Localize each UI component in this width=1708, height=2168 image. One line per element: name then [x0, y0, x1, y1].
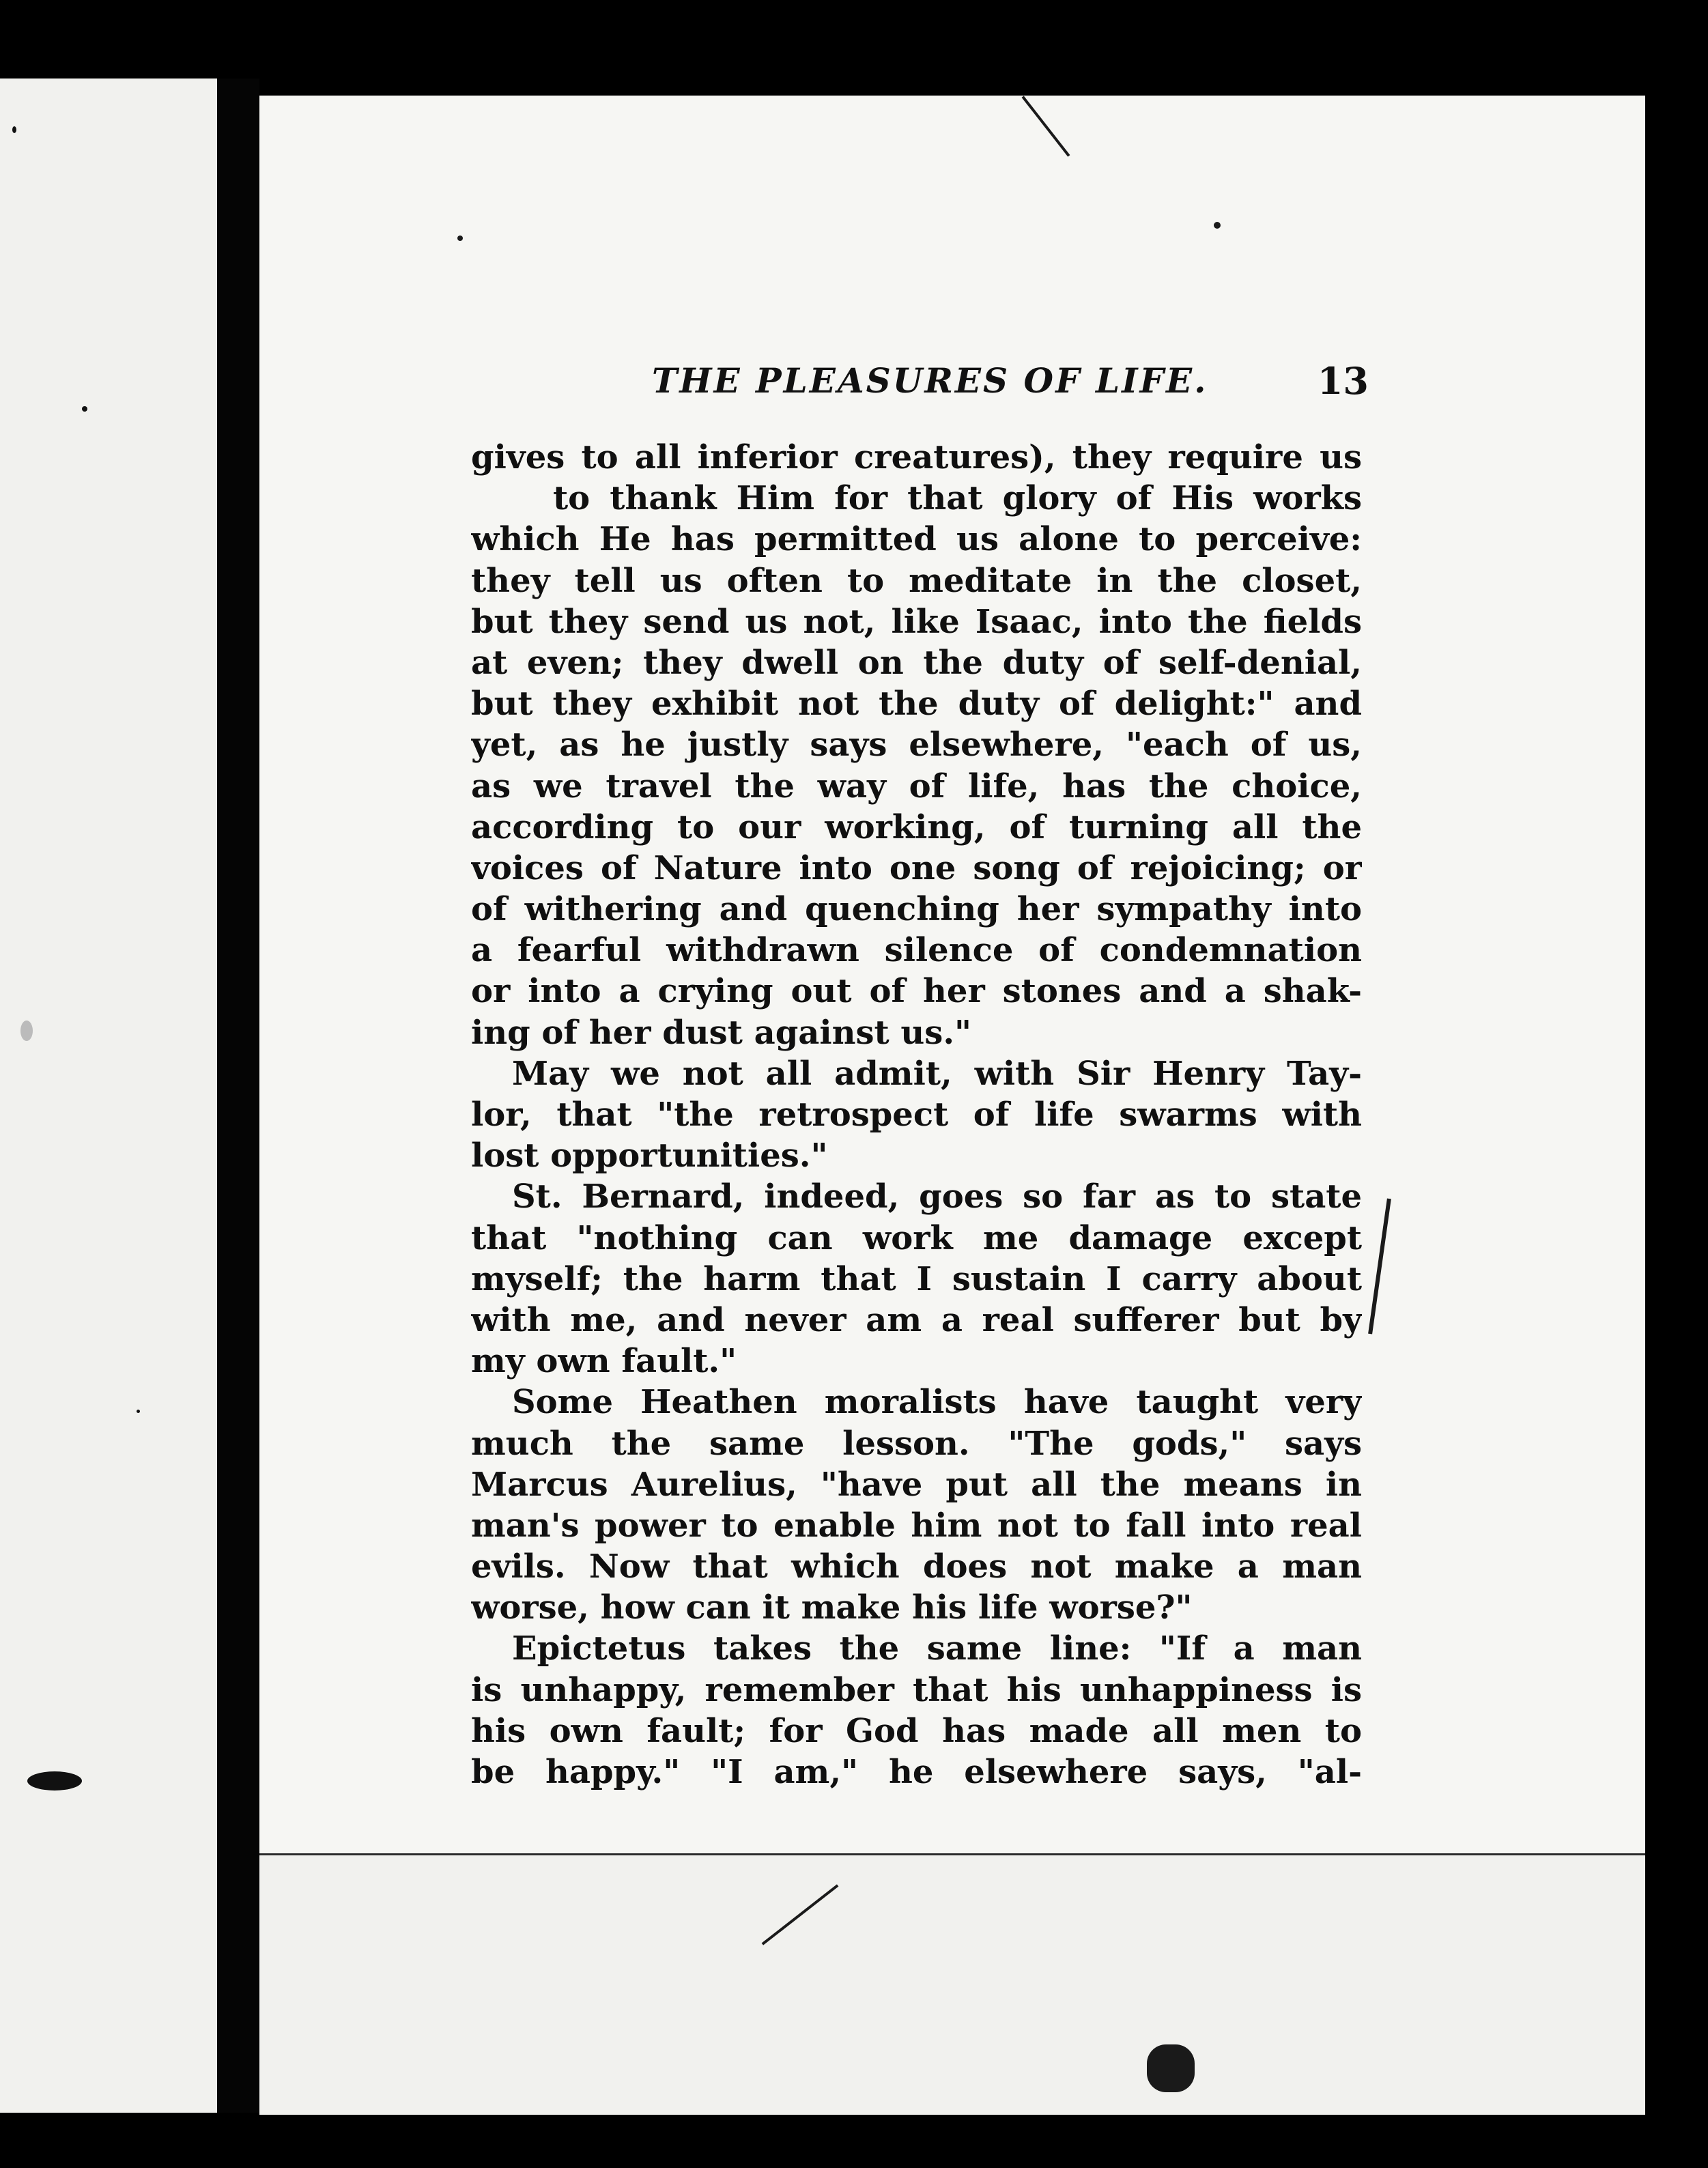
text-line: yet, as he justly says elsewhere, "each of us,: [471, 726, 1362, 765]
page-lower-margin: [259, 1853, 1645, 2115]
running-head: [652, 355, 1369, 410]
page-gutter: [217, 79, 259, 2113]
text-line: Marcus Aurelius, "have put all the means in: [471, 1465, 1362, 1504]
text-line: myself; the harm that I sustain I carry about: [471, 1259, 1362, 1298]
text-line: gives to all inferior creatures), they require us: [471, 438, 1362, 476]
text-line: my own fault.": [471, 1342, 737, 1381]
text-line: but they send us not, like Isaac, into the fields: [471, 602, 1362, 641]
text-line: be happy." "I am," he elsewhere says, "al-: [471, 1753, 1362, 1791]
text-line: St. Bernard, indeed, goes so far as to state: [512, 1178, 1362, 1216]
ink-blot: [27, 1771, 82, 1791]
ink-speck: [1214, 222, 1221, 229]
text-line: to thank Him for that glory of His works: [553, 479, 1362, 518]
text-line: lor, that "the retrospect of life swarms with: [471, 1096, 1362, 1134]
text-line: May we not all admit, with Sir Henry Tay-: [512, 1054, 1362, 1093]
text-line: as we travel the way of life, has the choice,: [471, 767, 1362, 805]
text-line: which He has permitted us alone to perceive:: [471, 520, 1362, 559]
text-line: with me, and never am a real sufferer but by: [471, 1300, 1362, 1339]
scan-border: [1645, 102, 1708, 2113]
text-line: a fearful withdrawn silence of condemnation: [471, 931, 1362, 970]
text-line: Some Heathen moralists have taught very: [512, 1383, 1362, 1422]
running-title: THE PLEASURES OF LIFE.: [652, 360, 1208, 401]
body-text: [471, 437, 1362, 1793]
text-line: is unhappy, remember that his unhappiness is: [471, 1670, 1362, 1709]
facing-page-edge: [0, 79, 217, 2113]
text-line: worse, how can it make his life worse?": [471, 1588, 1193, 1627]
text-line: of withering and quenching her sympathy into: [471, 890, 1362, 929]
ink-speck: [12, 126, 16, 133]
text-line: but they exhibit not the duty of delight:" and: [471, 685, 1362, 724]
text-line: voices of Nature into one song of rejoicing; or: [471, 848, 1362, 887]
text-line: much the same lesson. "The gods," says: [471, 1424, 1362, 1463]
text-line: evils. Now that which does not make a man: [471, 1547, 1362, 1586]
text-line: according to our working, of turning all the: [471, 808, 1362, 846]
text-line: they tell us often to meditate in the closet,: [471, 561, 1362, 600]
text-line: his own fault; for God has made all men to: [471, 1711, 1362, 1750]
ink-speck: [137, 1410, 140, 1413]
ink-speck: [82, 406, 87, 412]
text-line: or into a crying out of her stones and a shak-: [471, 972, 1362, 1011]
ink-smudge: [20, 1021, 33, 1041]
text-line: Epictetus takes the same line: "If a man: [512, 1629, 1362, 1668]
text-line: man's power to enable him not to fall into real: [471, 1506, 1362, 1545]
ink-speck: [457, 236, 463, 241]
text-line: at even; they dwell on the duty of self-denial,: [471, 643, 1362, 682]
page-number: 13: [1317, 359, 1369, 403]
text-line: ing of her dust against us.": [471, 1013, 972, 1052]
text-line: lost opportunities.": [471, 1137, 828, 1175]
ink-blot: [1147, 2044, 1195, 2092]
text-line: that "nothing can work me damage except: [471, 1218, 1362, 1257]
